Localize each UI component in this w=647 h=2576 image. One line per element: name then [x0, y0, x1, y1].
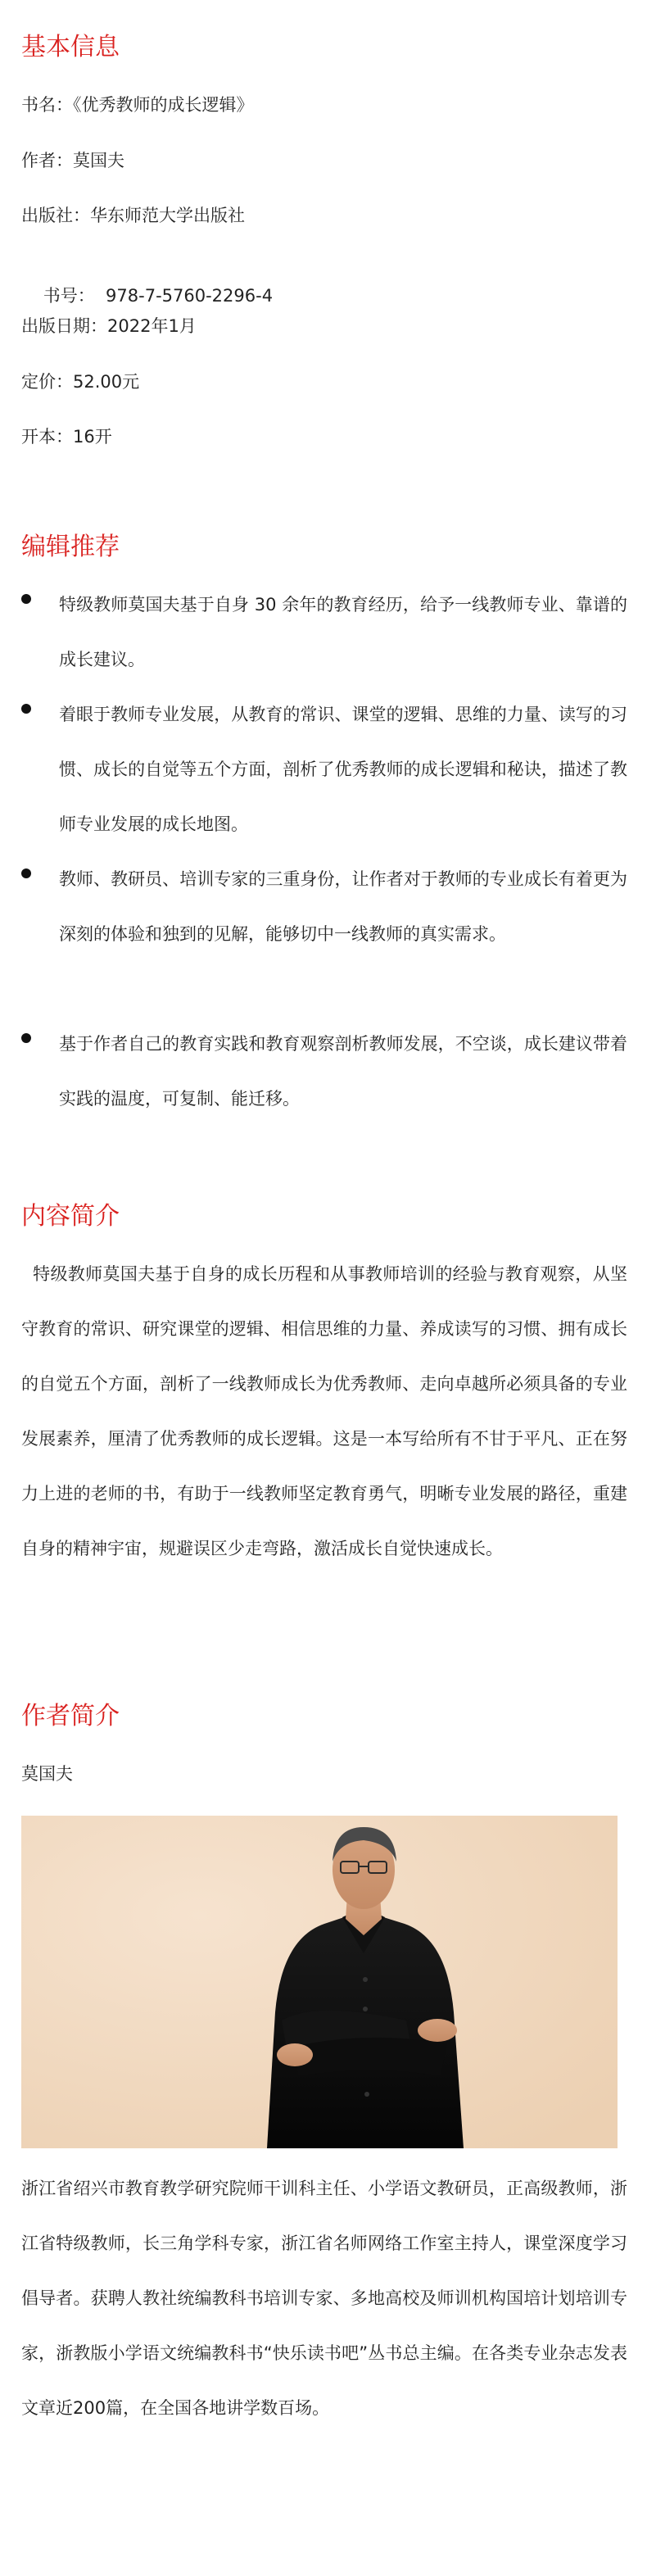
info-value: 华东师范大学出版社	[90, 206, 245, 225]
info-label: 书号：	[43, 286, 95, 306]
author-name: 莫国夫	[21, 1764, 73, 1784]
bullet-dot-icon	[21, 1033, 31, 1043]
bullet-dot-icon	[21, 594, 31, 604]
info-label: 出版日期：	[21, 316, 107, 336]
bullet-dot-icon	[21, 868, 31, 878]
author-portrait-illustration	[21, 1816, 618, 2148]
info-value: 《优秀教师的成长逻辑》	[73, 95, 254, 115]
basic-info-heading: 基本信息	[21, 33, 120, 61]
info-value: 52.00元	[73, 372, 140, 392]
list-item-text: 着眼于教师专业发展，从教育的常识、课堂的逻辑、思维的力量、读写的习惯、成长的自觉等五个方面，剖析了优秀教师的成长逻辑和秘诀，描述了教师专业发展的成长地图。	[59, 705, 627, 834]
author-photo	[21, 1816, 618, 2148]
author-bio-text: 浙江省绍兴市教育教学研究院师干训科主任、小学语文教研员，正高级教师，浙江省特级教师，长三角学科专家，浙江省名师网络工作室主持人，课堂深度学习倡导者。获聘人教社统编教科书培训专家、多地高校及师训机构国培计划培训专家，浙教版小学语文统编教科书“快乐读书吧”丛书总主编。在各类专业杂志发表文章近200篇，在全国各地讲学数百场。	[21, 2179, 627, 2418]
info-price-line	[21, 370, 139, 394]
info-value: 16开	[73, 427, 112, 447]
list-item-text: 基于作者自己的教育实践和教育观察剖析教师发展，不空谈，成长建议带着实践的温度，可复制、能迁移。	[59, 1034, 627, 1109]
info-date-line	[21, 314, 197, 338]
editor-recommendation-heading: 编辑推荐	[21, 533, 120, 561]
info-label: 出版社：	[21, 206, 90, 225]
content-summary-text: 特级教师莫国夫基于自身的成长历程和从事教师培训的经验与教育观察，从坚守教育的常识、研究课堂的逻辑、相信思维的力量、养成读写的习惯、拥有成长的自觉五个方面，剖析了一线教师成长为优秀教师、走向卓越所必须具备的专业发展素养，厘清了优秀教师的成长逻辑。这是一本写给所有不甘于平凡、正在努力上进的老师的书，有助于一线教师坚定教育勇气，明晰专业发展的路径，重建自身的精神宇宙，规避误区少走弯路，激活成长自觉快速成长。	[21, 1264, 627, 1558]
info-publisher-line	[21, 203, 245, 228]
content-summary-heading: 内容简介	[21, 1202, 120, 1231]
info-format-line	[21, 424, 112, 449]
info-label: 作者：	[21, 151, 73, 170]
info-title-line	[21, 93, 254, 117]
info-value: 莫国夫	[73, 151, 124, 170]
info-value: 2022年1月	[107, 316, 197, 336]
info-label: 定价：	[21, 372, 73, 392]
info-value: 978-7-5760-2296-4	[94, 286, 274, 306]
info-author-line	[21, 148, 124, 173]
list-item-text: 教师、教研员、培训专家的三重身份，让作者对于教师的专业成长有着更为深刻的体验和独到的见解，能够切中一线教师的真实需求。	[59, 869, 627, 944]
info-label: 书名：	[21, 95, 73, 115]
info-label: 开本：	[21, 427, 73, 447]
list-item-text: 特级教师莫国夫基于自身 30 余年的教育经历，给予一线教师专业、靠谱的成长建议。	[59, 595, 627, 669]
author-intro-heading: 作者简介	[21, 1702, 120, 1730]
bullet-dot-icon	[21, 704, 31, 714]
